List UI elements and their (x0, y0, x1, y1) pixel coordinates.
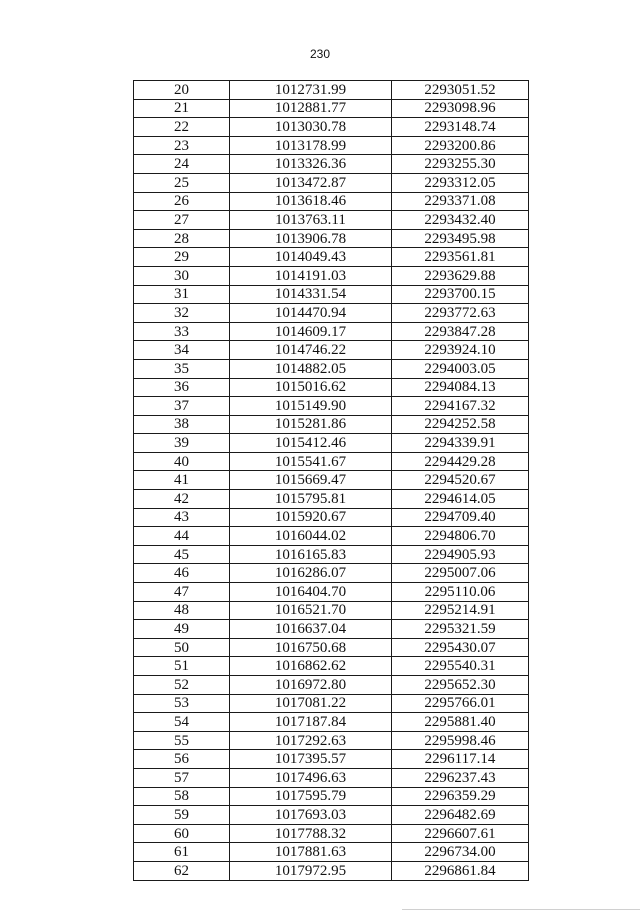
x-coordinate-cell: 1016286.07 (230, 564, 392, 583)
x-coordinate-cell: 1017881.63 (230, 843, 392, 862)
y-coordinate-cell: 2294252.58 (392, 415, 529, 434)
point-number-cell: 30 (134, 266, 230, 285)
table-row (134, 508, 529, 527)
point-number-cell: 44 (134, 527, 230, 546)
coordinate-table-body (134, 81, 529, 881)
y-coordinate-cell: 2295321.59 (392, 620, 529, 639)
x-coordinate-cell: 1014746.22 (230, 341, 392, 360)
point-number-cell: 25 (134, 173, 230, 192)
x-coordinate-cell: 1015669.47 (230, 471, 392, 490)
y-coordinate-cell: 2293772.63 (392, 304, 529, 323)
x-coordinate-cell: 1016165.83 (230, 545, 392, 564)
y-coordinate-cell: 2294520.67 (392, 471, 529, 490)
x-coordinate-cell: 1016404.70 (230, 583, 392, 602)
table-row (134, 229, 529, 248)
point-number-cell: 43 (134, 508, 230, 527)
point-number-cell: 41 (134, 471, 230, 490)
table-row (134, 81, 529, 100)
table-row (134, 601, 529, 620)
x-coordinate-cell: 1012881.77 (230, 99, 392, 118)
point-number-cell: 53 (134, 694, 230, 713)
x-coordinate-cell: 1016044.02 (230, 527, 392, 546)
x-coordinate-cell: 1016750.68 (230, 638, 392, 657)
table-row (134, 861, 529, 880)
point-number-cell: 57 (134, 768, 230, 787)
x-coordinate-cell: 1013763.11 (230, 211, 392, 230)
x-coordinate-cell: 1012731.99 (230, 81, 392, 100)
table-row (134, 173, 529, 192)
table-row (134, 452, 529, 471)
table-row (134, 564, 529, 583)
table-row (134, 806, 529, 825)
table-row (134, 787, 529, 806)
x-coordinate-cell: 1014331.54 (230, 285, 392, 304)
y-coordinate-cell: 2296734.00 (392, 843, 529, 862)
point-number-cell: 28 (134, 229, 230, 248)
table-row (134, 378, 529, 397)
x-coordinate-cell: 1017496.63 (230, 768, 392, 787)
y-coordinate-cell: 2293495.98 (392, 229, 529, 248)
table-row (134, 676, 529, 695)
y-coordinate-cell: 2294806.70 (392, 527, 529, 546)
table-row (134, 713, 529, 732)
table-row (134, 192, 529, 211)
point-number-cell: 55 (134, 731, 230, 750)
point-number-cell: 37 (134, 397, 230, 416)
x-coordinate-cell: 1017595.79 (230, 787, 392, 806)
y-coordinate-cell: 2293312.05 (392, 173, 529, 192)
point-number-cell: 62 (134, 861, 230, 880)
y-coordinate-cell: 2296607.61 (392, 824, 529, 843)
table-row (134, 211, 529, 230)
x-coordinate-cell: 1014470.94 (230, 304, 392, 323)
y-coordinate-cell: 2295540.31 (392, 657, 529, 676)
point-number-cell: 48 (134, 601, 230, 620)
x-coordinate-cell: 1015541.67 (230, 452, 392, 471)
x-coordinate-cell: 1017187.84 (230, 713, 392, 732)
table-row (134, 99, 529, 118)
point-number-cell: 46 (134, 564, 230, 583)
y-coordinate-cell: 2293051.52 (392, 81, 529, 100)
table-row (134, 266, 529, 285)
point-number-cell: 54 (134, 713, 230, 732)
y-coordinate-cell: 2296861.84 (392, 861, 529, 880)
y-coordinate-cell: 2295214.91 (392, 601, 529, 620)
point-number-cell: 40 (134, 452, 230, 471)
table-row (134, 397, 529, 416)
table-row (134, 638, 529, 657)
point-number-cell: 31 (134, 285, 230, 304)
table-row (134, 824, 529, 843)
y-coordinate-cell: 2293200.86 (392, 136, 529, 155)
y-coordinate-cell: 2293255.30 (392, 155, 529, 174)
y-coordinate-cell: 2294429.28 (392, 452, 529, 471)
point-number-cell: 22 (134, 118, 230, 137)
point-number-cell: 20 (134, 81, 230, 100)
table-row (134, 527, 529, 546)
point-number-cell: 50 (134, 638, 230, 657)
y-coordinate-cell: 2294339.91 (392, 434, 529, 453)
y-coordinate-cell: 2294167.32 (392, 397, 529, 416)
table-row (134, 657, 529, 676)
table-row (134, 136, 529, 155)
point-number-cell: 42 (134, 490, 230, 509)
table-row (134, 731, 529, 750)
y-coordinate-cell: 2296237.43 (392, 768, 529, 787)
point-number-cell: 32 (134, 304, 230, 323)
table-row (134, 415, 529, 434)
point-number-cell: 35 (134, 359, 230, 378)
table-row (134, 750, 529, 769)
y-coordinate-cell: 2293847.28 (392, 322, 529, 341)
point-number-cell: 34 (134, 341, 230, 360)
x-coordinate-cell: 1016862.62 (230, 657, 392, 676)
table-row (134, 545, 529, 564)
page-number: 230 (309, 47, 331, 61)
point-number-cell: 23 (134, 136, 230, 155)
y-coordinate-cell: 2294003.05 (392, 359, 529, 378)
point-number-cell: 36 (134, 378, 230, 397)
coordinate-table-container (133, 80, 528, 881)
table-row (134, 694, 529, 713)
point-number-cell: 29 (134, 248, 230, 267)
point-number-cell: 27 (134, 211, 230, 230)
y-coordinate-cell: 2294084.13 (392, 378, 529, 397)
y-coordinate-cell: 2294709.40 (392, 508, 529, 527)
coordinate-table (133, 80, 529, 881)
y-coordinate-cell: 2293924.10 (392, 341, 529, 360)
table-row (134, 490, 529, 509)
x-coordinate-cell: 1014049.43 (230, 248, 392, 267)
y-coordinate-cell: 2295881.40 (392, 713, 529, 732)
point-number-cell: 52 (134, 676, 230, 695)
x-coordinate-cell: 1017788.32 (230, 824, 392, 843)
table-row (134, 768, 529, 787)
x-coordinate-cell: 1016972.80 (230, 676, 392, 695)
point-number-cell: 51 (134, 657, 230, 676)
y-coordinate-cell: 2295766.01 (392, 694, 529, 713)
point-number-cell: 59 (134, 806, 230, 825)
x-coordinate-cell: 1013326.36 (230, 155, 392, 174)
x-coordinate-cell: 1015795.81 (230, 490, 392, 509)
x-coordinate-cell: 1017395.57 (230, 750, 392, 769)
x-coordinate-cell: 1016521.70 (230, 601, 392, 620)
point-number-cell: 33 (134, 322, 230, 341)
point-number-cell: 60 (134, 824, 230, 843)
x-coordinate-cell: 1013030.78 (230, 118, 392, 137)
y-coordinate-cell: 2293432.40 (392, 211, 529, 230)
point-number-cell: 58 (134, 787, 230, 806)
x-coordinate-cell: 1015016.62 (230, 378, 392, 397)
point-number-cell: 39 (134, 434, 230, 453)
point-number-cell: 38 (134, 415, 230, 434)
table-row (134, 341, 529, 360)
table-row (134, 471, 529, 490)
x-coordinate-cell: 1017972.95 (230, 861, 392, 880)
y-coordinate-cell: 2294905.93 (392, 545, 529, 564)
x-coordinate-cell: 1015281.86 (230, 415, 392, 434)
y-coordinate-cell: 2296359.29 (392, 787, 529, 806)
y-coordinate-cell: 2295110.06 (392, 583, 529, 602)
y-coordinate-cell: 2296482.69 (392, 806, 529, 825)
table-row (134, 155, 529, 174)
x-coordinate-cell: 1014882.05 (230, 359, 392, 378)
table-row (134, 285, 529, 304)
table-row (134, 118, 529, 137)
y-coordinate-cell: 2293371.08 (392, 192, 529, 211)
table-row (134, 434, 529, 453)
point-number-cell: 61 (134, 843, 230, 862)
table-row (134, 322, 529, 341)
x-coordinate-cell: 1014191.03 (230, 266, 392, 285)
x-coordinate-cell: 1015149.90 (230, 397, 392, 416)
table-row (134, 304, 529, 323)
point-number-cell: 24 (134, 155, 230, 174)
y-coordinate-cell: 2293148.74 (392, 118, 529, 137)
point-number-cell: 26 (134, 192, 230, 211)
y-coordinate-cell: 2293098.96 (392, 99, 529, 118)
x-coordinate-cell: 1013906.78 (230, 229, 392, 248)
y-coordinate-cell: 2295007.06 (392, 564, 529, 583)
point-number-cell: 21 (134, 99, 230, 118)
y-coordinate-cell: 2293561.81 (392, 248, 529, 267)
table-row (134, 359, 529, 378)
table-row (134, 620, 529, 639)
page-edge-rule (402, 909, 640, 910)
x-coordinate-cell: 1014609.17 (230, 322, 392, 341)
table-row (134, 583, 529, 602)
y-coordinate-cell: 2295998.46 (392, 731, 529, 750)
x-coordinate-cell: 1017081.22 (230, 694, 392, 713)
x-coordinate-cell: 1015412.46 (230, 434, 392, 453)
x-coordinate-cell: 1013178.99 (230, 136, 392, 155)
x-coordinate-cell: 1013618.46 (230, 192, 392, 211)
point-number-cell: 49 (134, 620, 230, 639)
y-coordinate-cell: 2295430.07 (392, 638, 529, 657)
point-number-cell: 56 (134, 750, 230, 769)
x-coordinate-cell: 1015920.67 (230, 508, 392, 527)
table-row (134, 248, 529, 267)
x-coordinate-cell: 1016637.04 (230, 620, 392, 639)
y-coordinate-cell: 2296117.14 (392, 750, 529, 769)
y-coordinate-cell: 2293629.88 (392, 266, 529, 285)
x-coordinate-cell: 1013472.87 (230, 173, 392, 192)
y-coordinate-cell: 2294614.05 (392, 490, 529, 509)
x-coordinate-cell: 1017292.63 (230, 731, 392, 750)
point-number-cell: 45 (134, 545, 230, 564)
table-row (134, 843, 529, 862)
y-coordinate-cell: 2293700.15 (392, 285, 529, 304)
x-coordinate-cell: 1017693.03 (230, 806, 392, 825)
point-number-cell: 47 (134, 583, 230, 602)
y-coordinate-cell: 2295652.30 (392, 676, 529, 695)
